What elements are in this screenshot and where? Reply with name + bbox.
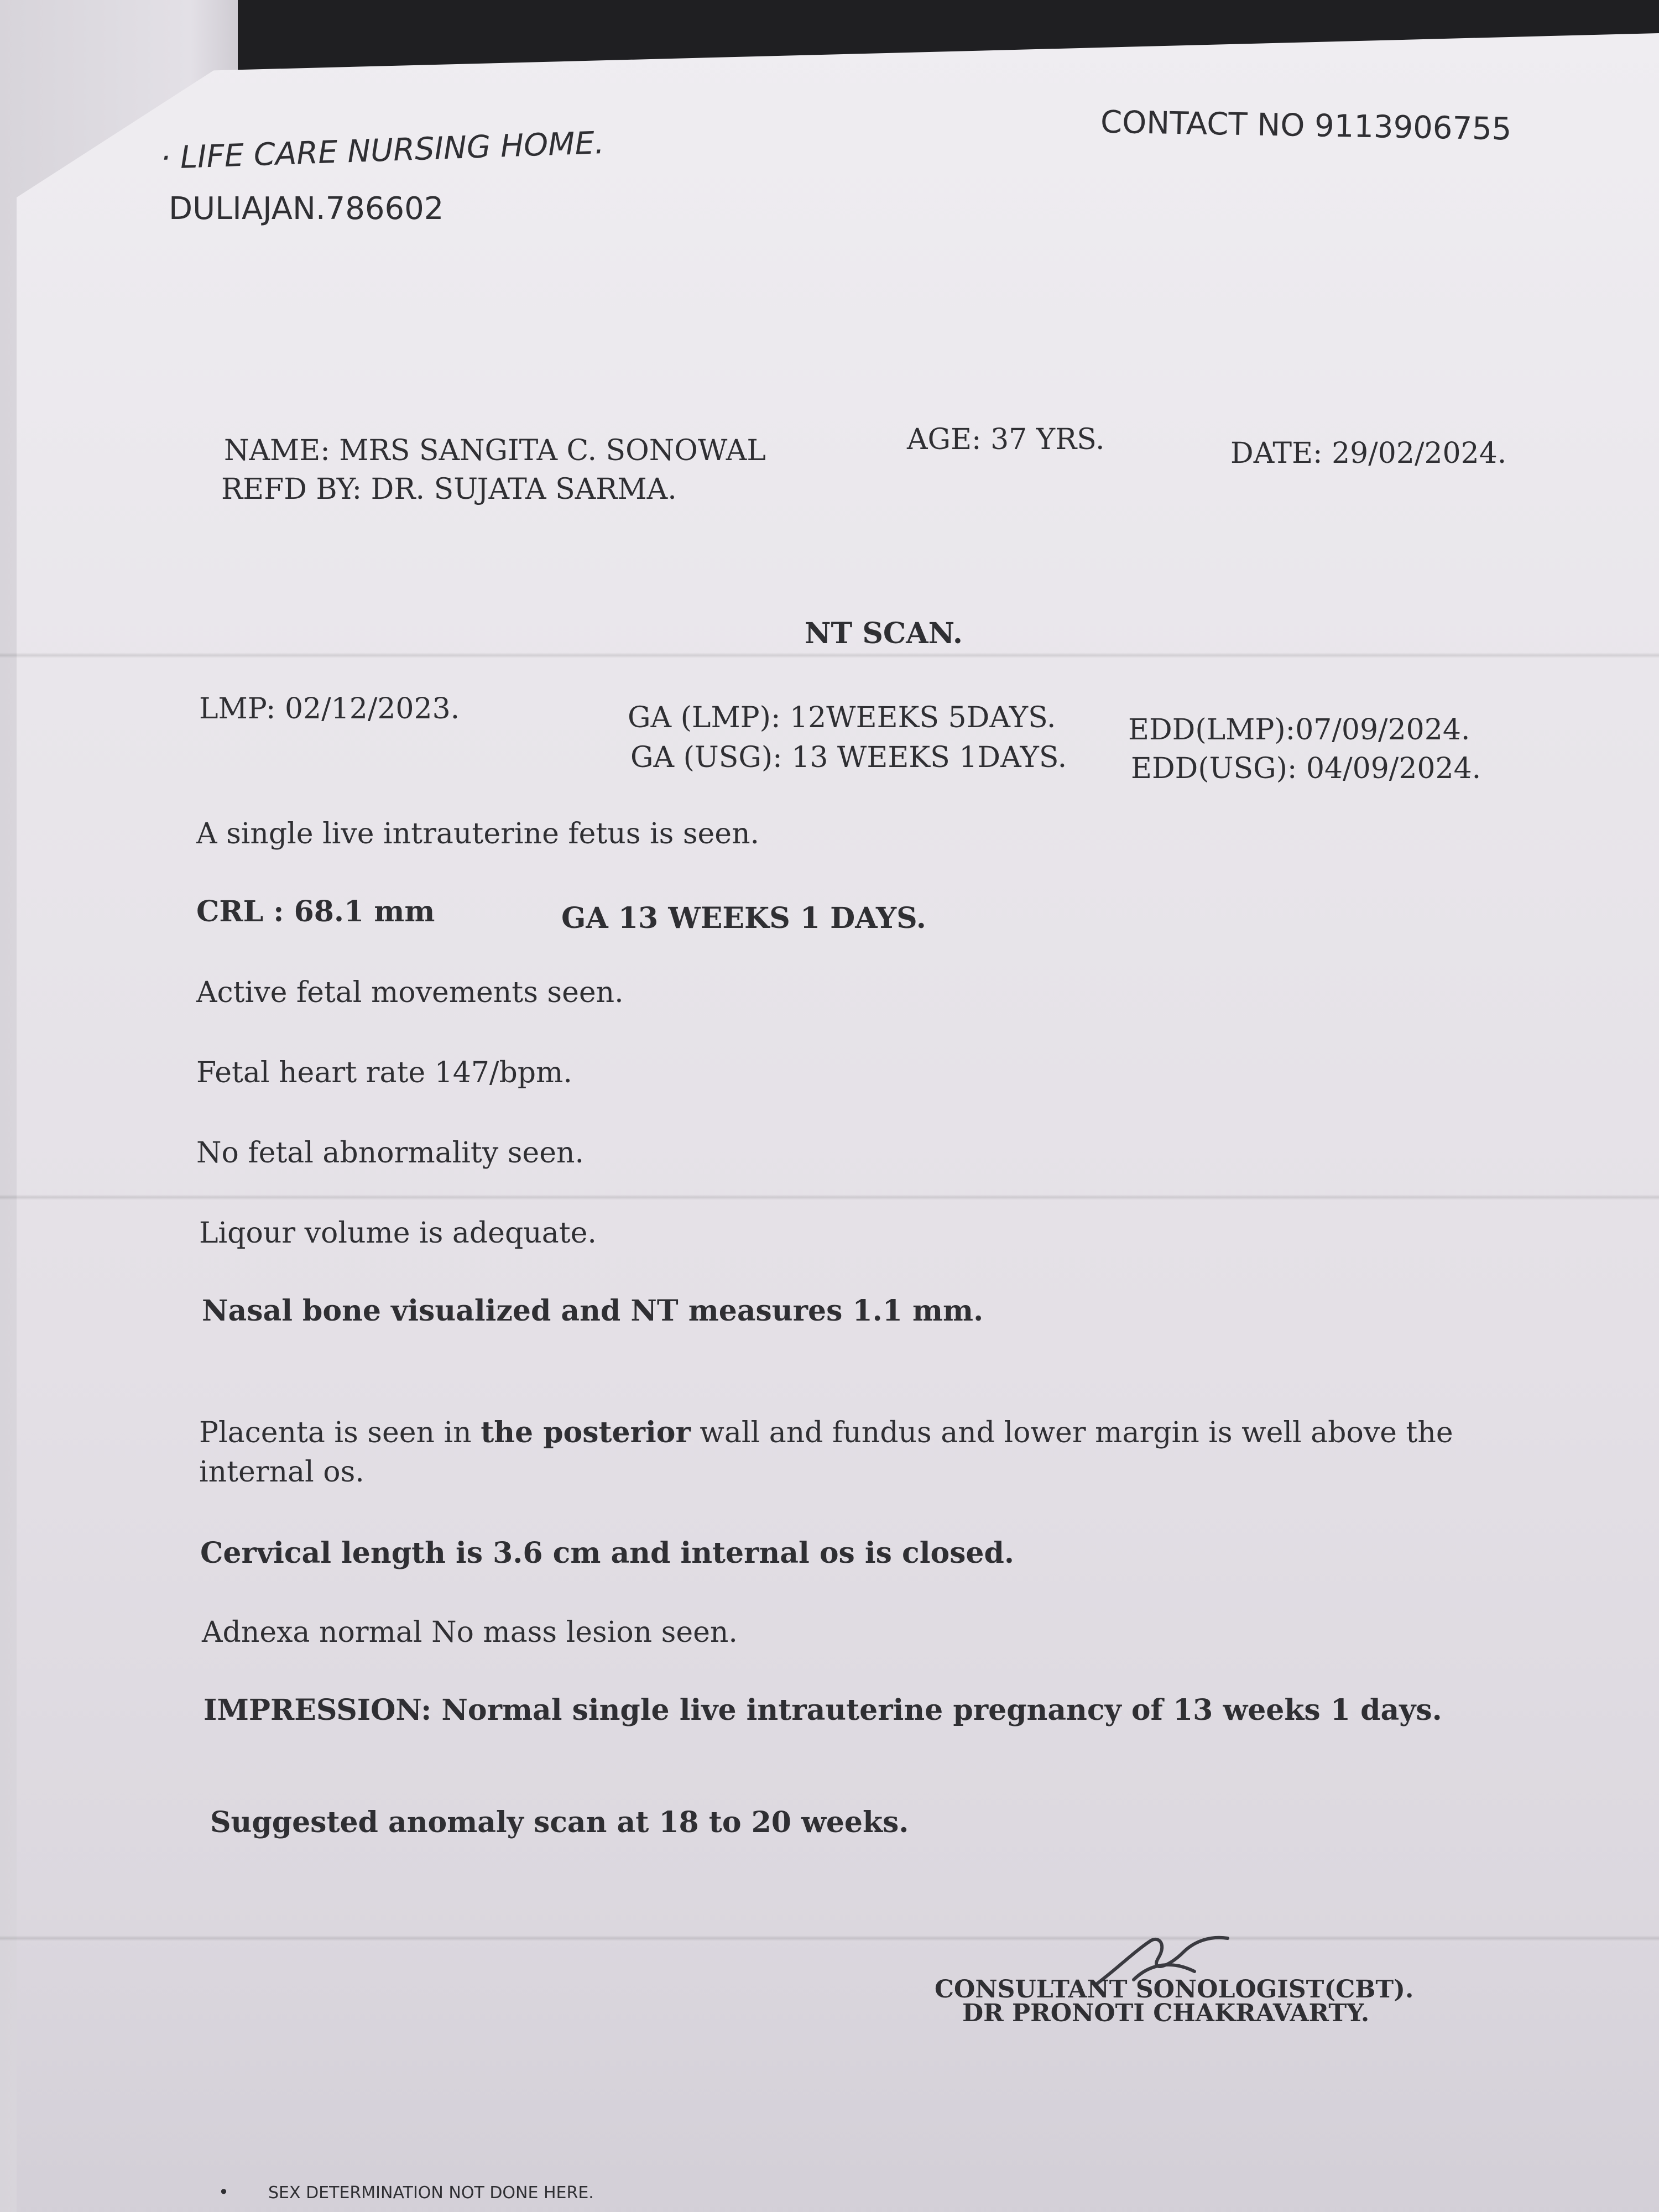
edd-lmp: EDD(LMP):07/09/2024.: [1128, 713, 1470, 747]
report-sheet: [17, 33, 1659, 2212]
ga-lmp: GA (LMP): 12WEEKS 5DAYS.: [628, 701, 1056, 734]
signatory-title: CONSULTANT SONOLOGIST(CBT).: [935, 1975, 1414, 2004]
paper-fold: [0, 1194, 1659, 1200]
impression: IMPRESSION: Normal single live intrauterine pregnancy of 13 weeks 1 days.: [204, 1693, 1442, 1727]
finding-abnormality: No fetal abnormality seen.: [196, 1136, 584, 1170]
report-title: NT SCAN.: [805, 617, 963, 650]
finding-liquor: Liqour volume is adequate.: [199, 1217, 597, 1250]
footer-note: SEX DETERMINATION NOT DONE HERE.: [268, 2183, 594, 2203]
ga-usg: GA (USG): 13 WEEKS 1DAYS.: [630, 741, 1067, 774]
signatory-name: DR PRONOTI CHAKRAVARTY.: [962, 1999, 1370, 2027]
clinic-address: DULIAJAN.786602: [169, 191, 444, 227]
finding-adnexa: Adnexa normal No mass lesion seen.: [202, 1616, 738, 1649]
edd-usg: EDD(USG): 04/09/2024.: [1131, 752, 1481, 785]
clinic-name: · LIFE CARE NURSING HOME.: [160, 125, 605, 176]
finding-placenta: Placenta is seen in the posterior wall and fundus and lower margin is well above the: [199, 1416, 1453, 1449]
suggestion: Suggested anomaly scan at 18 to 20 weeks.: [210, 1806, 909, 1839]
finding-crl-ga: GA 13 WEEKS 1 DAYS.: [561, 901, 926, 935]
paper-fold: [0, 1936, 1659, 1941]
referred-by: REFD BY: DR. SUJATA SARMA.: [221, 473, 677, 506]
finding-fetus: A single live intrauterine fetus is seen.: [196, 817, 760, 851]
contact-number: CONTACT NO 9113906755: [1100, 104, 1512, 148]
finding-movements: Active fetal movements seen.: [196, 976, 624, 1009]
finding-placenta-cont: internal os.: [199, 1455, 364, 1489]
finding-heart-rate: Fetal heart rate 147/bpm.: [196, 1056, 572, 1089]
patient-name: NAME: MRS SANGITA C. SONOWAL: [224, 434, 766, 467]
footer-bullet: •: [218, 2182, 229, 2203]
finding-cervix: Cervical length is 3.6 cm and internal os is closed.: [200, 1536, 1014, 1570]
lmp-date: LMP: 02/12/2023.: [199, 692, 460, 726]
paper-fold: [0, 653, 1659, 658]
patient-age: AGE: 37 YRS.: [907, 423, 1105, 456]
report-date: DATE: 29/02/2024.: [1230, 437, 1507, 470]
finding-crl: CRL : 68.1 mm: [196, 895, 435, 928]
finding-nasal-nt: Nasal bone visualized and NT measures 1.1 mm.: [202, 1294, 984, 1328]
